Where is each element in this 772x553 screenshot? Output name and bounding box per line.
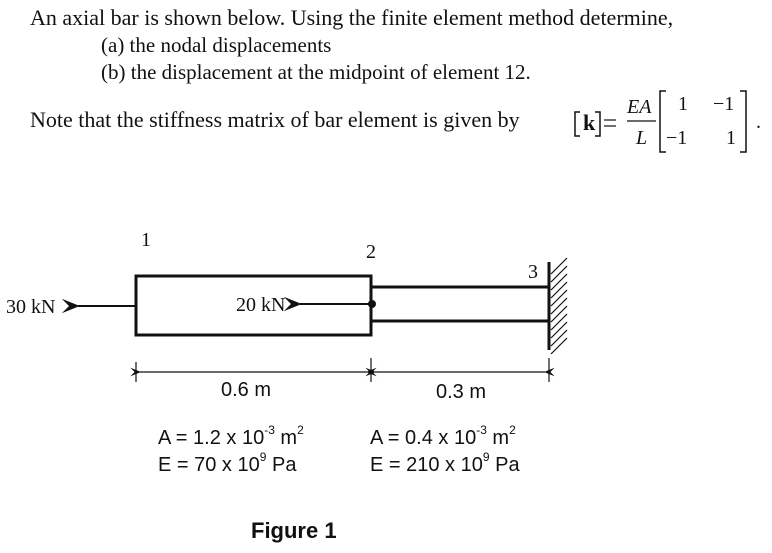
matrix-cell: 1: [678, 93, 688, 115]
matrix-cell: −1: [666, 127, 688, 149]
problem-note: Note that the stiffness matrix of bar element is given by: [30, 107, 520, 132]
dimension-lines: [136, 358, 549, 382]
matrix-cell: 1: [726, 127, 736, 149]
stiffness-matrix: [575, 91, 761, 152]
element-23-area: A = 0.4 x $10^{-3}$ $m^2$: [370, 423, 516, 449]
load-label-30kN: 30 kN: [6, 296, 56, 318]
dim-label-element-12: 0.6 m: [221, 379, 272, 401]
problem-part-b: (b) the displacement at the midpoint of element 12.: [101, 60, 531, 84]
node-label-1: 1: [141, 229, 151, 251]
problem-part-a: (a) the nodal displacements: [101, 33, 332, 57]
fraction-denominator: L: [636, 127, 648, 149]
sentence-period: .: [756, 111, 761, 133]
node-label-3: 3: [528, 261, 538, 283]
element-23-modulus: E = 210 x $10^9$ Pa: [370, 450, 520, 476]
k-left-bracket: [575, 112, 580, 136]
load-label-20kN: 20 kN: [236, 294, 286, 316]
problem-intro: An axial bar is shown below. Using the finite element method determine,: [30, 5, 674, 30]
k-right-bracket: [595, 112, 600, 136]
element-12-modulus: E = 70 x $10^9$ Pa: [158, 450, 297, 476]
fraction-numerator: EA: [627, 96, 652, 118]
matrix-cell: −1: [713, 93, 735, 115]
element-12-area: A = 1.2 x $10^{-3}$ $m^2$: [158, 423, 304, 449]
dim-label-element-23: 0.3 m: [436, 381, 487, 403]
matrix-right-bracket: [740, 91, 746, 152]
figure-caption: Figure 1: [251, 518, 337, 543]
k-symbol: k: [583, 110, 596, 135]
fixed-support: [549, 258, 567, 354]
node-label-2: 2: [366, 241, 376, 263]
